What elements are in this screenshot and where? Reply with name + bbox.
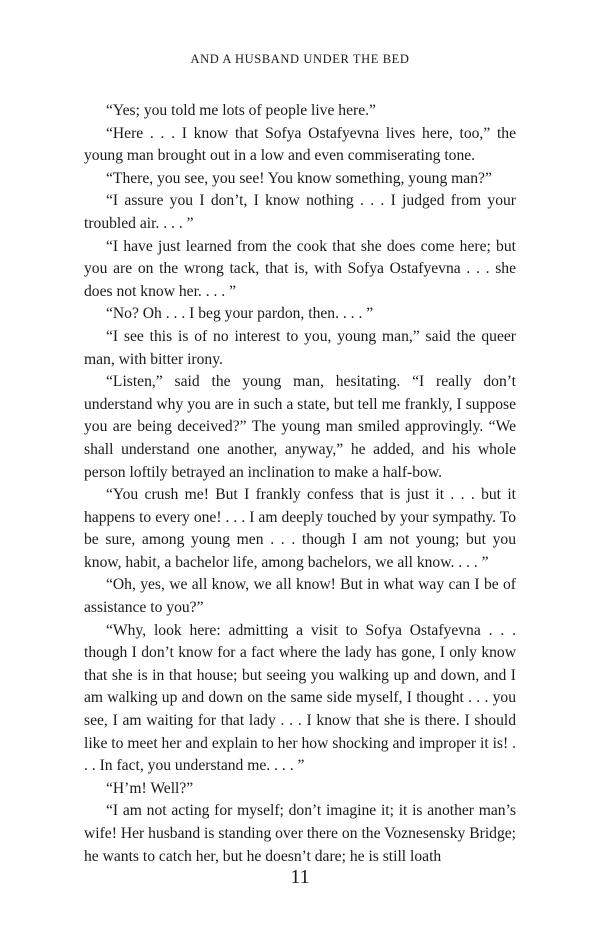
paragraph: “Oh, yes, we all know, we all know! But in what way can I be of assistance to you?” — [84, 576, 516, 617]
paragraph: “H’m! Well?” — [106, 779, 194, 797]
paragraph: “There, you see, you see! You know something, young man?” — [106, 169, 492, 187]
paragraph: “I assure you I don’t, I know nothing . . . I judged from your troubled air. . . . ” — [84, 192, 516, 232]
paragraph: “I am not acting for myself; don’t imagine it; it is another man’s wife! Her husband is standing over there on the Voznesensky Bridge; he wants to catch her, but he doesn’t dare; he is still loath — [84, 802, 516, 865]
paragraph: “Here . . . I know that Sofya Ostafyevna lives here, too,” the young man brought out in a low and even commiserating tone. — [84, 124, 516, 165]
page-number: 11 — [290, 866, 310, 888]
paragraph: “You crush me! But I frankly confess that is just it . . . but it happens to every one! . . . I am deeply touched by your sympathy. To be sure, among young men . . . though I am not young; but you know, habit, a bachelor life, among bachelors, we all know. . . . ” — [84, 486, 516, 571]
paragraph: “I have just learned from the cook that she does come here; but you are on the wrong tack, that is, with Sofya Ostafyevna . . . she does not know her. . . . ” — [84, 237, 516, 300]
paragraph: “Listen,” said the young man, hesitating. “I really don’t understand why you are in such a state, but tell me frankly, I suppose you are being deceived?” The young man smiled approvingly. “We shall understand one another, anyway,” he added, and his whole person loftily betrayed an inclination to make a half-bow. — [84, 373, 516, 481]
paragraph: “Yes; you told me lots of people live here.” — [106, 102, 376, 119]
body-text — [84, 100, 516, 868]
paragraph: “No? Oh . . . I beg your pardon, then. . . . ” — [106, 305, 374, 323]
paragraph: “I see this is of no interest to you, young man,” said the queer man, with bitter irony. — [84, 327, 516, 368]
paragraph: “Why, look here: admitting a visit to Sofya Ostafyevna . . . though I don’t know for a fact where the lady has gone, I only know that she is in that house; but seeing you walking up and down, and I am walking up and down on the same side myself, I thought . . . you see, I am waiting for that lady . . . I know that she is there. I should like to meet her and explain to her how shocking and improper it is! . . . In fact, you understand me. . . . ” — [84, 621, 516, 775]
running-head: AND A HUSBAND UNDER THE BED — [190, 52, 410, 66]
